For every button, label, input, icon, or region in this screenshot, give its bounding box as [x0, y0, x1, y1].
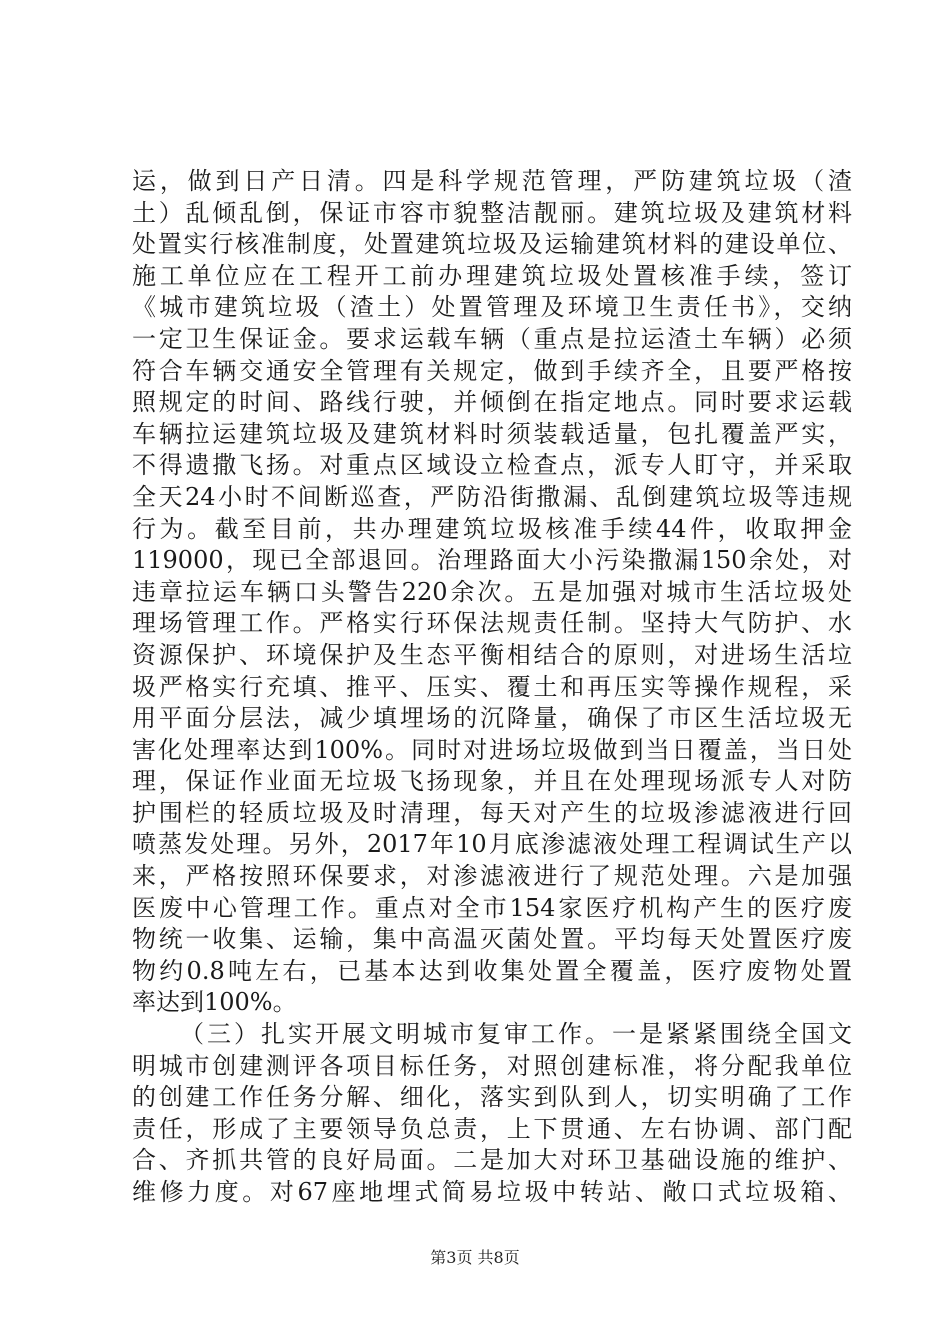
text-line: 物约0.8吨左右，已基本达到收集处置全覆盖，医疗废物处置: [132, 956, 852, 985]
text-line: 合、齐抓共管的良好局面。二是加大对环卫基础设施的维护、: [132, 1146, 852, 1175]
text-line: 用平面分层法，减少填埋场的沉降量，确保了市区生活垃圾无: [132, 704, 852, 733]
text-line: 圾严格实行充填、推平、压实、覆土和再压实等操作规程，采: [132, 672, 852, 701]
page-footer: [0, 1245, 950, 1268]
text-line: 资源保护、环境保护及生态平衡相结合的原则，对进场生活垃: [132, 640, 852, 669]
text-line: 119000，现已全部退回。治理路面大小污染撒漏150余处，对: [132, 546, 852, 575]
text-line: 害化处理率达到100%。同时对进场垃圾做到当日覆盖，当日处: [132, 735, 852, 764]
page-number: 第3页 共8页: [430, 1248, 520, 1267]
text-line: 不得遗撒飞扬。对重点区域设立检查点，派专人盯守，并采取: [132, 451, 852, 480]
text-line: 施工单位应在工程开工前办理建筑垃圾处置核准手续，签订: [132, 261, 852, 290]
text-line: 违章拉运车辆口头警告220余次。五是加强对城市生活垃圾处: [132, 577, 852, 606]
text-line: 运，做到日产日清。四是科学规范管理，严防建筑垃圾（渣: [132, 167, 852, 195]
text-line: 维修力度。对67座地埋式简易垃圾中转站、敞口式垃圾箱、: [132, 1178, 852, 1206]
text-line: 医废中心管理工作。重点对全市154家医疗机构产生的医疗废: [132, 893, 852, 922]
text-line: 一定卫生保证金。要求运载车辆（重点是拉运渣土车辆）必须: [132, 324, 852, 353]
text-line: 物统一收集、运输，集中高温灭菌处置。平均每天处置医疗废: [132, 925, 852, 954]
text-line: 行为。截至目前，共办理建筑垃圾核准手续44件，收取押金: [132, 514, 852, 543]
text-line: 的创建工作任务分解、细化，落实到队到人，切实明确了工作: [132, 1083, 852, 1112]
text-line: 理场管理工作。严格实行环保法规责任制。坚持大气防护、水: [132, 609, 852, 638]
section-heading-line: （三）扎实开展文明城市复审工作。一是紧紧围绕全国文: [180, 1020, 852, 1049]
text-line: 护围栏的轻质垃圾及时清理，每天对产生的垃圾渗滤液进行回: [132, 798, 852, 827]
text-line: 全天24小时不间断巡查，严防沿街撒漏、乱倒建筑垃圾等违规: [132, 482, 852, 511]
text-line: 率达到100%。: [132, 988, 297, 1017]
text-line: 符合车辆交通安全管理有关规定，做到手续齐全，且要严格按: [132, 356, 852, 385]
text-line: 来，严格按照环保要求，对渗滤液进行了规范处理。六是加强: [132, 862, 852, 891]
text-line: 车辆拉运建筑垃圾及建筑材料时须装载适量，包扎覆盖严实，: [132, 419, 852, 448]
text-line: 责任，形成了主要领导负总责，上下贯通、左右协调、部门配: [132, 1114, 852, 1143]
body-text: [132, 166, 852, 1209]
text-line: 《城市建筑垃圾（渣土）处置管理及环境卫生责任书》，交纳: [132, 293, 852, 322]
text-line: 土）乱倾乱倒，保证市容市貌整洁靓丽。建筑垃圾及建筑材料: [132, 198, 852, 227]
text-line: 处置实行核准制度，处置建筑垃圾及运输建筑材料的建设单位、: [132, 230, 852, 259]
text-line: 理，保证作业面无垃圾飞扬现象，并且在处理现场派专人对防: [132, 767, 852, 796]
text-line: 明城市创建测评各项目标任务，对照创建标准，将分配我单位: [132, 1051, 852, 1080]
text-line: 照规定的时间、路线行驶，并倾倒在指定地点。同时要求运载: [132, 388, 852, 417]
text-line: 喷蒸发处理。另外，2017年10月底渗滤液处理工程调试生产以: [132, 830, 852, 859]
